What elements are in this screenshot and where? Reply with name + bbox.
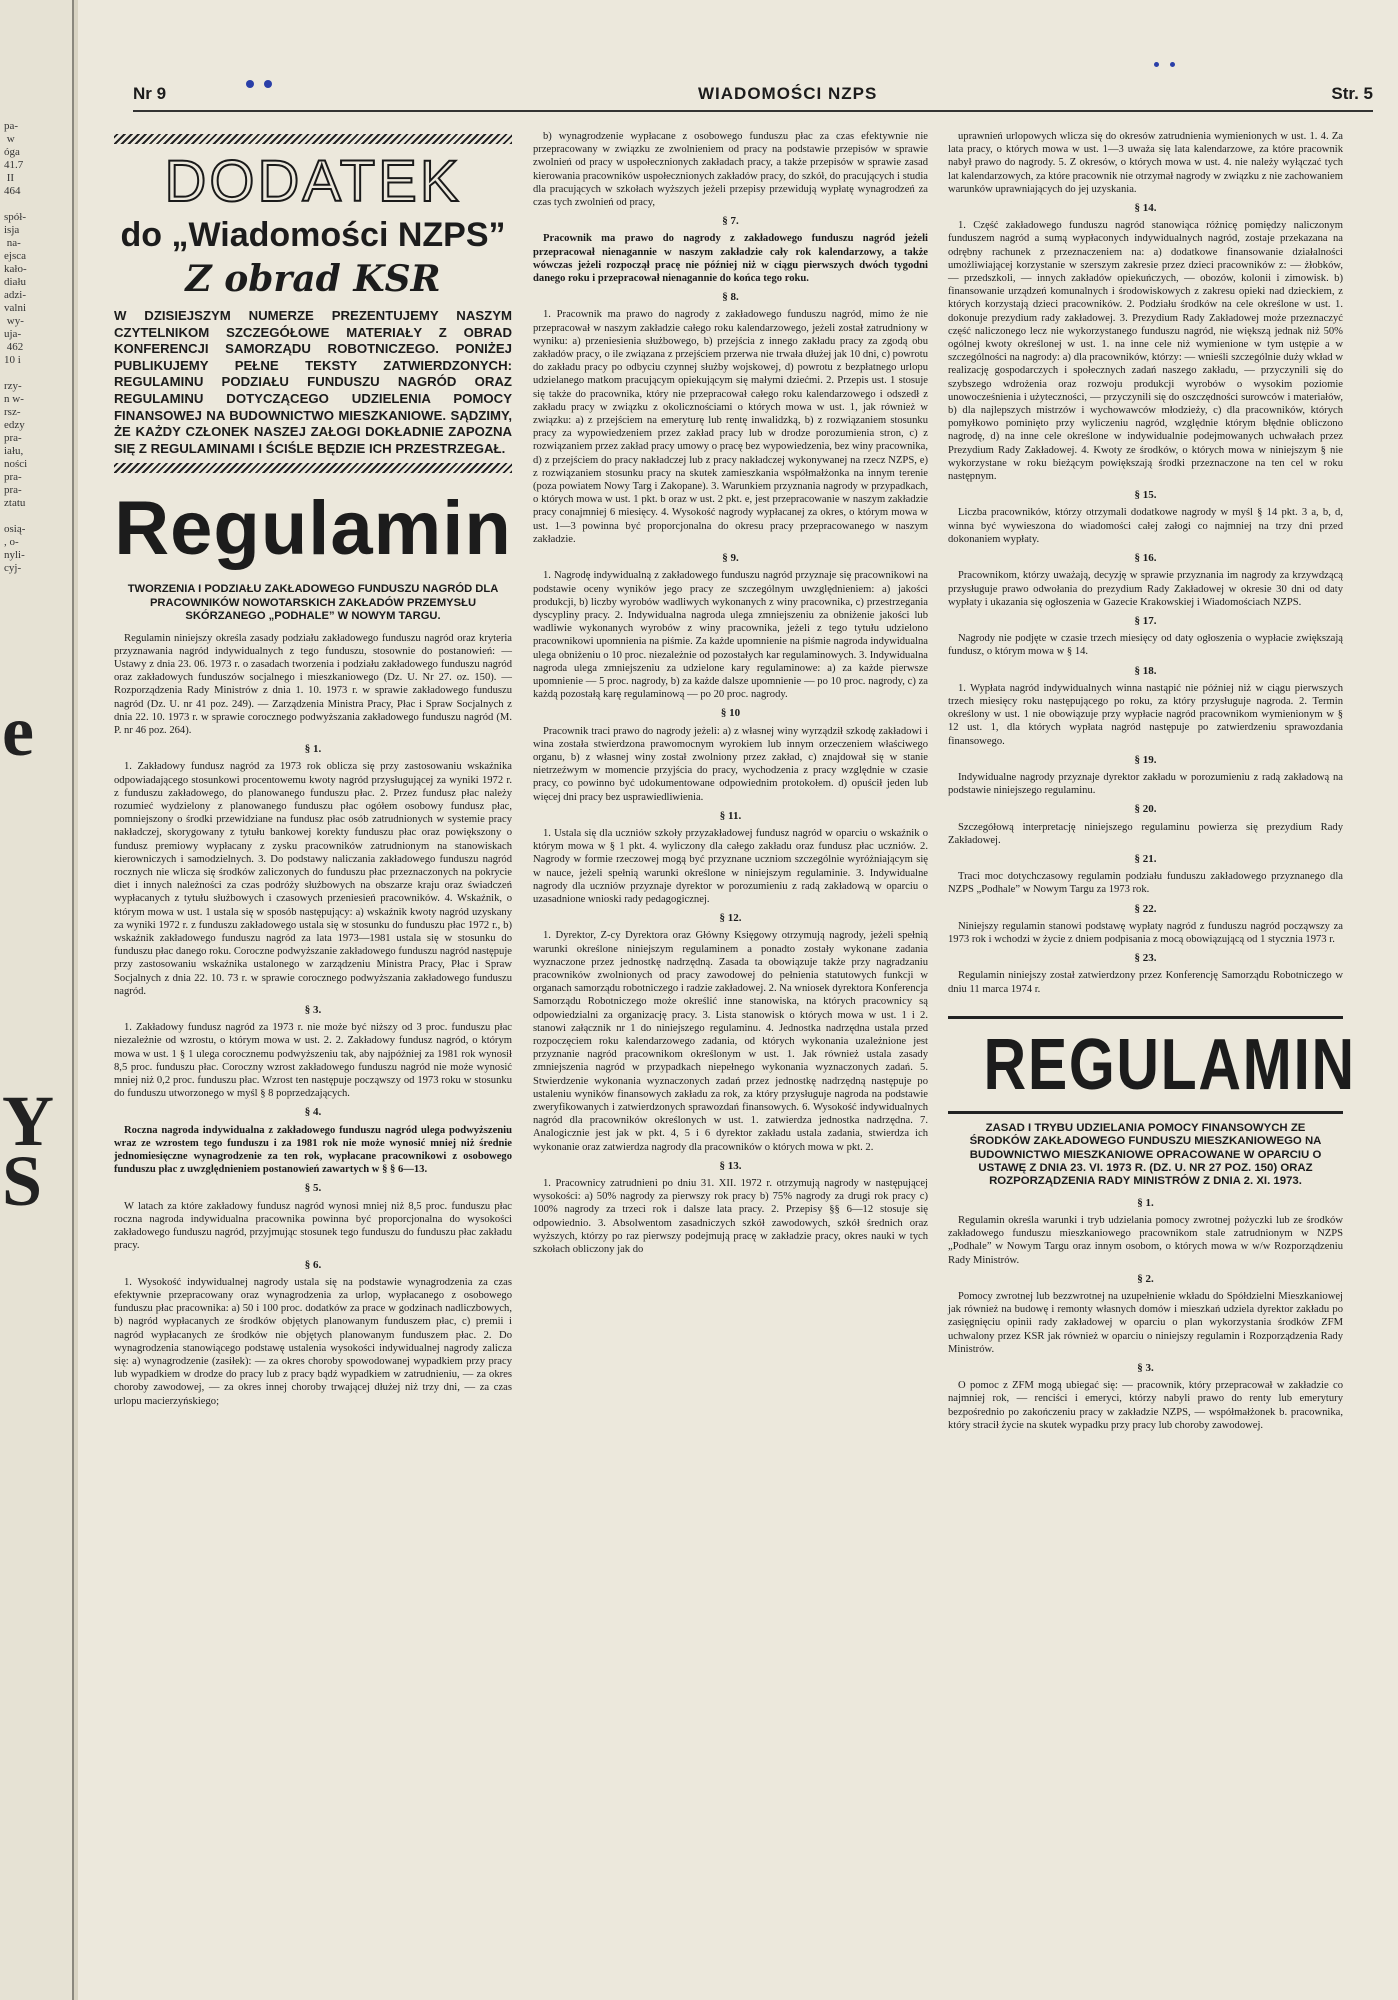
section-text: Regulamin określa warunki i tryb udzielania pomocy zwrotnej pożyczki lub ze środków zakładowego funduszu mieszkaniowego pracownikom stale zatrudnionym w NZPS „Podhale” w Nowym Targu oraz innym osobom, o których mowa w w/w Rozporządzeniu Rady Ministrów. (948, 1215, 1343, 1266)
section-number: § 9. (722, 552, 739, 565)
section-number: § 5. (304, 1182, 322, 1195)
regulamin-2-heading: REGULAMIN (983, 1024, 1356, 1105)
section-text: uprawnień urlopowych wlicza się do okresów zatrudnienia wymienionych w ust. 1. 4. Za lata pracy, o których mowa w ust. 1—3 uważa się lata kalendarzowe, za które pracownik nabył prawo do nagrody. 5. Z okresów, o których mowa w ust. 4. nie należy wyłączać tych lat kalendarzowych, za które pracownik nie otrzymał nagrody w związku z nie zachowaniem warunków uprawniających do jej uzyskania. (948, 131, 1343, 195)
issue-number: Nr 9 (133, 84, 167, 103)
section-number: § 1. (1137, 1196, 1154, 1209)
section-text: Niniejszy regulamin stanowi podstawę wypłaty nagród z funduszu nagród począwszy za 1973 rok i wchodzi w życie z dniem podpisania z mocą obowiązującą od 1 stycznia 1973 r. (948, 920, 1343, 945)
section-text: 1. Nagrodę indywidualną z zakładowego funduszu nagród przyznaje się pracownikowi na podstawie oceny wyników jego pracy ze szczególnym uwzględnieniem: a) jakości produkcji, b) liczby wyrobów wadliwych wykonanych z winy pracownika, c) przestrzegania dyscypliny pracy. 2. Indywidualna nagroda ulega zmniejszeniu za obniżenie jakości lub wadliwie wykonanych wyrobów z winy pracownika, jeżeli z tego tytułu udzielono pracownikowi upomnienia na piśmie. Za każde upomnienie na piśmie nagroda indywidualna ulega obniżeniu o 10 proc. niezależnie od pozostałych kar regulaminowych. 3. Indywidualna nagroda ulega zmniejszeniu za udzielone kary regulaminowe: a) za każde pierwsze upomnienie — 5 proc. nagrody, b) za każde dalsze upomnienie — po 10 proc. nagrody, c) za każdą pozostałą karę regulaminową — po 20 proc. nagrody. (533, 570, 928, 701)
section-number: § 3. (1137, 1362, 1154, 1375)
intro-paragraph: W DZISIEJSZYM NUMERZE PREZENTUJEMY NASZYM CZYTELNIKOM SZCZEGÓŁOWE MATERIAŁY Z OBRAD KONFERENCJI SAMORZĄDU ROBOTNICZEGO. PONIŻEJ PUBLIKUJEMY PEŁNE TEKSTY ZATWIERDZONYCH: REGULAMINU PODZIAŁU FUNDUSZU NAGRÓD ORAZ REGULAMINU DOTYCZĄCEGO UDZIELENIA POMOCY FINANSOWEJ NA BUDOWNICTWO MIESZKANIOWE. SĄDZIMY, ŻE KAŻDY CZŁONEK NASZEJ ZAŁOGI DOKŁADNIE ZAPOZNA SIĘ Z REGULAMINAMI I ŚCIŚLE BĘDZIE ICH PRZESTRZEGAŁ. (114, 308, 512, 456)
section-text: Roczna nagroda indywidualna z zakładowego funduszu nagród ulega podwyższeniu wraz ze wzrostem tego funduszu i za 1981 rok nie może wynosić mniej niż średnie jednomiesięczne wynagrodzenie za ten rok, wypłacane pracownikowi z osobowego funduszu płac z uwzględnieniem postanowień zawartych w § § 6—13. (114, 1124, 512, 1176)
section-number: § 20. (1134, 803, 1157, 816)
adjacent-page-text: pa- w óga 41.7 II 464 spół- isja na- ejsca kało- diału adzi- valni wy- uja- 462 10 i rzy- n w- rsz- edzy pra- iału, ności pra- pra- ztatu osią- , o- nyli- cyj- (4, 120, 28, 574)
section-text: O pomoc z ZFM mogą ubiegać się: — pracownik, który przepracował w zakładzie co najmniej rok, — renciści i emeryci, którzy nabyli prawo do renty lub emerytury bezpośrednio po zakończeniu pracy w zakładzie NZPS, — współmałżonek b. pracownika, który stracił życie na skutek wypadku przy pracy lub choroby zawodowej. (948, 1380, 1343, 1431)
section-text: Indywidualne nagrody przyznaje dyrektor zakładu w porozumieniu z radą zakładową na podstawie niniejszego regulaminu. (948, 771, 1343, 797)
regulamin-2-box (948, 1016, 1356, 1114)
ink-dot (1170, 62, 1175, 67)
section-text: Traci moc dotychczasowy regulamin podziału funduszu zakładowego przyznanego dla NZPS „Podhale” w Nowym Targu za 1973 rok. (948, 871, 1343, 896)
newspaper-page (78, 0, 1398, 2000)
section-number: § 17. (1134, 614, 1157, 627)
page-number: Str. 5 (1331, 84, 1373, 103)
section-text: 1. Wypłata nagród indywidualnych winna nastąpić nie później niż w ciągu pierwszych trzech miesięcy roku następującego po roku, za który przysługuje nagroda. 2. Termin określony w ust. 1 nie obowiązuje przy wypłacie nagród pracownikom wymienionym w § 12 ust. 1, dla których wypłata nagród następuje po zatwierdzeniu sprawozdania finansowego. (948, 682, 1343, 747)
section-number: § 15. (1134, 489, 1157, 502)
section-number: § 14. (1134, 202, 1157, 215)
regulamin-2-subtitle: ZASAD I TRYBU UDZIELANIA POMOCY FINANSOWYCH ZE ŚRODKÓW ZAKŁADOWEGO FUNDUSZU MIESZKANIOWEGO NA BUDOWNICTWO MIESZKANIOWE OPRACOWANE W OPARCIU O USTAWĘ Z DNIA 23. VI. 1973 R. (DZ. U. NR 27 POZ. 150) ORAZ ROZPORZĄDZENIA RADY MINISTRÓW Z DNIA 2. XI. 1973. (969, 1121, 1322, 1188)
adjacent-page-big-letter: S (2, 1141, 43, 1221)
section-text: Nagrody nie podjęte w czasie trzech miesięcy od daty ogłoszenia o wypłacie zwiększają fundusz, o którym mowa w § 14. (948, 633, 1343, 658)
section-text: 1. Pracownik ma prawo do nagrody z zakładowego funduszu nagród, mimo że nie przepracował w naszym zakładzie całego roku kalendarzowego, jeżeli został zatrudniony w wyniku: a) przeniesienia służbowego, b) przejścia z innego zakładu pracy za zgodą obu zakładów pracy, o ile związana z przejściem przerwa nie trwała dłużej jak 10 dni, c) powrotu do zakładu pracy po odbyciu czynnej służby wojskowej, d) powrotu z bezpłatnego urlopu udzielanego matkom pracującym opiekującym się małymi dziećmi. 2. Przepis ust. 1 stosuje się także do pracownika, który nie przepracował całego roku kalendarzowego i odszedł z zakładu pracy w związku z okolicznościami o których mowa w ust. 1, jak również w związku: a) z przejściem na emeryturę lub rentę inwalidzką, b) z rozwiązaniem stosunku pracy za wypowiedzeniem przez zakład pracy lub w drodze porozumienia stron, c) z rozwiązaniem przez zakład pracy umowy o pracę bez wypowiedzenia, bez winy pracownika, d) z przejściem do pracy nakładczej lub z pracy nakładczej wykonywanej na rzecz NZPS, e) z rozwiązaniem stosunku pracy na skutek zamieszkania współmałżonka na innym terenie (poza powiatem Nowy Targ i Zakopane). 3. Warunkiem przyznania nagrody w przypadkach, o których mowa w ust. 1 pkt. b oraz w ust. 2 pkt. e, jest przepracowanie w naszym zakładzie pracy conajmniej 6 miesięcy. 4. Wysokość nagrody wypłacanej za okres, o którym mowa w ust. 1—3 powinna być proporcjonalna do okresu pracy przepracowanego w naszym zakładzie. (533, 309, 928, 545)
page-header (133, 84, 1373, 112)
section-number: § 10 (720, 707, 741, 720)
ksr-heading: Z obrad KSR (185, 258, 441, 300)
section-number: § 1. (304, 743, 322, 756)
section-text: 1. Dyrektor, Z-cy Dyrektora oraz Główny Księgowy otrzymują nagrody, jeżeli spełnią warunki określone niniejszym regulaminem a ponadto zostały wykonane zadania wyznaczone przez jednostkę nadrzędną. Zasada ta obowiązuje także przy nagradzaniu pracowników zwolnionych od pracy zawodowej do pełnienia statutowych funkcji w organach samorządu robotniczego i radzie zakładowej. 2. Na wniosek dyrektora Konferencja Samorządu Robotniczego może określić inne stanowiska, na których pracownicy są odpowiedzialni za organizację pracy. 3. Lista stanowisk o których mowa w ust. 1 i 2. stanowi załącznik nr 1 do niniejszego regulaminu. 4. Jednostka nadrzędna ustala przed rozpoczęciem roku kalendarzowego zadania, od których wykonania uzależnione jest przyznanie nagród pracownikom określonym w ust. 1. Jak również ustala zasady zmniejszenia nagród w przypadkach niepełnego wykonania wyznaczonych zadań. 5. Stwierdzenie wykonania wyznaczonych zadań przez jednostkę nadrzędną następuje po ustaleniu wyników finansowych zakładu za rok, za który przysługuje nagroda na podstawie zweryfikowanych i zatwierdzonych sprawozdań finansowych. 6. Wysokość indywidualnych nagród dla pracowników określonych w ust. 1. zatwierdza jednostka nadrzędna. 7. Analogicznie jest jak w pkt. 4, 5 i 6 dyrektor zakładu ustala zadania, stwierdza ich wykonanie oraz zatwierdza nagrody dla pracowników o których mowa w pkt. 2. (533, 930, 928, 1153)
adjacent-page-fragment (0, 0, 74, 2000)
section-number: § 4. (304, 1106, 322, 1119)
section-number: § 2. (1137, 1272, 1154, 1285)
section-number: § 22. (1134, 902, 1157, 915)
section-text: b) wynagrodzenie wypłacane z osobowego funduszu płac za czas efektywnie nie przepracowany w związku ze zwolnieniem od pracy na podstawie przepisów w sprawie zwolnień od pracy w uspołecznionych zakładach pracy, a także przepisów w sprawie zasad kierowania pracowników uspołecznionych zakładów pracy, do szkół, do pracujących i studia dla pracujących w szkołach wyższych jeżeli przepisy przewidują wypłatę wynagrodzeń za czas tych zwolnień od pracy, (533, 131, 928, 209)
section-text: Regulamin niniejszy został zatwierdzony przez Konferencję Samorządu Robotniczego w dniu 11 marca 1974 r. (948, 970, 1343, 995)
section-number: § 18. (1134, 664, 1157, 677)
section-number: § 19. (1134, 753, 1157, 766)
column-3 (948, 130, 1356, 1437)
section-number: § 13. (719, 1159, 742, 1172)
section-number: § 6. (304, 1258, 322, 1271)
column-2 (533, 130, 928, 1261)
section-text: 1. Zakładowy fundusz nagród za 1973 rok oblicza się przy zastosowaniu wskaźnika odpowiadającego stosunkowi procentowemu kwoty nagród przysługującej za wyniki 1972 r. z funduszu zakładowego, do planowanego funduszu płac. 2. Przez fundusz płac należy rozumieć wydzielony z planowanego funduszu płac ogółem osobowy fundusz płac, pomniejszony o środki przewidziane na fundusz płac osób zatrudnionych w systemie pracy nakładczej, skorygowany z tytułu bankowej korekty funduszu płac oraz powiększony o fundusz premiowy wypłacany z zysku pracowników zatrudnionym na stanowiskach kierowniczych i samodzielnych. 3. Do podstawy naliczania zakładowego funduszu nagród rocznych nie wlicza się środków zaliczonych do funduszu płac przeznaczonych na pokrycie diet i innych należności za czas podróży służbowych na obszarze kraju oraz świadczeń wypłacanych z tytułu służbowych i czasowych przeniesień pracowników. 4. Wskaźnik, o którym mowa w ust. 1 ustala się w sposób następujący: a) wskaźnik kwoty nagród uzyskany za wyniki 1972 r. z funduszu zakładowego ustala się w stosunku do funduszu płac 1972 r., b) wskaźnik zakładowego funduszu nagród za lata 1973—1981 ustala się w stosunku do funduszu płac danego roku. Coroczne podwyższanie zakładowego funduszu nagród następuje przy zastosowaniu wskaźnika ustalonego w zarządzeniu Ministra Pracy, Płac i Spraw Socjalnych z dnia 22. 10. 73 r. w sprawie corocznego podwyższania zakładowego funduszu nagród. (114, 761, 512, 997)
section-text: Szczegółową interpretację niniejszego regulaminu powierza się prezydium Rady Zakładowej. (948, 821, 1343, 846)
section-number: § 11. (719, 809, 742, 822)
section-text: 1. Zakładowy fundusz nagród za 1973 r. nie może być niższy od 3 proc. funduszu płac niezależnie od wzrostu, o którym mowa w ust. 2. 2. Zakładowy fundusz nagród, o którym mowa w ust. 1 § 1 ulega corocznemu podwyższeniu tak, aby najpóźniej za 1981 rok wynosił 8,5 proc. funduszu płac. Coroczny wzrost zakładowego funduszu nagród nie może wynosić mniej niż 0,2 proc. funduszu płac. Wzrost ten następuje począwszy od 1973 roku w stosunku do funduszu utworzonego w myśl § 8 poprzedzających. (114, 1022, 512, 1100)
preamble: Regulamin niniejszy określa zasady podziału zakładowego funduszu nagród oraz kryteria przyznawania nagród indywidualnych z tego funduszu, stosownie do postanowień: — Ustawy z dnia 23. 06. 1973 r. o zasadach tworzenia i podziału zakładowego funduszu nagród oraz zakładowych funduszów socjalnego i mieszkaniowego (Dz. U. Nr 27. oz. 150). — Rozporządzenia Rady Ministrów z dnia 1. 10. 1973 r. w sprawie zakładowego funduszu nagród (Dz. U. nr 41 poz. 249). — Zarządzenia Ministra Pracy, Płac i Spraw Socjalnych z dnia 22. 10. 1973 r. w sprawie corocznego podwyższania zakładowego funduszu nagród (M. P. nr 46 poz. 264). (114, 632, 512, 736)
regulamin-heading: Regulamin (114, 486, 512, 572)
section-number: § 7. (722, 215, 739, 228)
section-number: § 16. (1134, 552, 1157, 565)
ink-dot (1154, 62, 1159, 67)
hatched-rule (114, 463, 512, 473)
hatched-rule (114, 134, 512, 144)
dodatek-heading: DODATEK (164, 149, 462, 214)
regulamin-subtitle: TWORZENIA I PODZIAŁU ZAKŁADOWEGO FUNDUSZU NAGRÓD DLA PRACOWNIKÓW NOWOTARSKICH ZAKŁADÓW PRZEMYSŁU SKÓRZANEGO „PODHALE” W NOWYM TARGU. (127, 583, 499, 623)
supplement-subheading: do „Wiadomości NZPS” (120, 216, 506, 254)
section-number: § 21. (1134, 852, 1157, 865)
section-text: W latach za które zakładowy fundusz nagród wynosi mniej niż 8,5 proc. funduszu płac roczna nagroda indywidualna pracownika powinna być proporcjonalna do wysokości zakładowego funduszu nagród, przyjmując stosunek tego funduszu do funduszu płac zakładu pracy. (114, 1200, 512, 1252)
section-text: Pracownik ma prawo do nagrody z zakładowego funduszu nagród jeżeli przepracował nienagannie w naszym zakładzie cały rok kalendarzowy, a także wówczas jeżeli rozpoczął pracę nie później niż w ciągu pierwszych dwóch tygodni danego roku i przepracował nienagannie do końca tego roku. (533, 233, 928, 285)
section-text: Liczba pracowników, którzy otrzymali dodatkowe nagrody w myśl § 14 pkt. 3 a, b, d, winna być wywieszona do wiadomości całej załogi co najmniej na trzy dni przed dokonaniem wypłaty. (948, 507, 1343, 545)
masthead-title: WIADOMOŚCI NZPS (698, 84, 878, 103)
section-text: Pracownik traci prawo do nagrody jeżeli: a) z własnej winy wyrządził szkodę zakładowi i wina została stwierdzona prawomocnym wyrokiem lub innym orzeczeniem właściwego organu, b) z własnej winy został zwolniony przez zakład, c) znajdował się w stanie nietrzeźwym w momencie przyjścia do pracy, wychodzenia z pracy względnie w czasie pracy, co powinno być udokumentowane odpowiednim protokołem. d) opuścił jeden lub więcej dni pracy bez usprawiedliwienia. (533, 725, 928, 803)
section-text: 1. Część zakładowego funduszu nagród stanowiąca różnicę pomiędzy naliczonym funduszem nagród a sumą wypłaconych indywidualnych nagród, zostaje przekazana na odrębny rachunek z przeznaczeniem na: a) dodatkowe finansowanie działalności umożliwiającej korzystanie w szerszym zakresie przez dzieci pracowników z: — żłobków, — przedszkoli, — innych zakładów opiekuńczych, — obozów, kolonii i zimowisk. b) finansowanie urządzeń komunalnych i środowiskowych z zakresu opieki nad dzieckiem, z których korzystają dzieci pracowników. 2. Podziału środków na cele określone w ust. 1. dokonuje prezydium rady zakładowej. 3. Prezydium Rady Zakładowej może przeznaczyć część naliczonego lecz nie wykorzystanego funduszu nagród, nie większą jednak niż 50% ogólnej kwoty określonej w ust. 1. na inne cele niż wymienione w tym ustępie a w szczególności na nagrody: a) dla pracowników, którzy: — wnieśli szczególnie duży wkład w realizację gospodarczych i społecznych zadań naszego zakładu, — przyczynili się do szybszego wdrożenia oraz rozwoju produkcji wyrobów o wysokim poziomie unowocześnienia i użyteczności, — przyczynili się do oszczędności surowców i materiałów, b) dla najlepszych mistrzów i wychowawców młodzieży, c) dla pracowników, których pomyłkowo pominięto przy wyliczeniu nagród, względnie którym błędnie obliczono nagrodę, d) na inne cele określone w indywidualnie podejmowanych uchwałach przez Prezydium Rady Zakładowej. 4. Kwoty ze środków, o których mowa w niniejszym § nie wykorzystane w roku bieżącym powiększają środki przeznaczone na ten cel w roku następnym. (948, 220, 1343, 483)
adjacent-page-big-letter: Y (2, 1081, 54, 1161)
section-text: 1. Pracownicy zatrudnieni po dniu 31. XII. 1972 r. otrzymują nagrody w następującej wysokości: a) 50% nagrody za pierwszy rok pracy b) 75% nagrody za drugi rok pracy c) 100% nagrody za trzeci rok i dalsze lata pracy. 2. Przepisy §§ 6—12 stosuje się odpowiednio. 3. Absolwentom zasadniczych szkół zawodowych, szkół średnich oraz wyższych, którzy po raz pierwszy podejmują pracę w zakładzie pracy, okres nauki w tych szkołach obliczony jak do (533, 1178, 928, 1256)
section-text: 1. Ustala się dla uczniów szkoły przyzakładowej fundusz nagród w oparciu o wskaźnik o którym mowa w § 1 pkt. 4. wyliczony dla całego zakładu oraz fundusz płac uczniów. 2. Nagrody w formie rzeczowej mogą być przyznane uczniom szczególnie wyróżniającym się w nauce, jeżeli spełnią warunki określone w niniejszym regulaminie. 3. Indywidualne nagrody dla uczniów przyznaje dyrektor w porozumieniu z radą zakładową w oparciu o uzasadnione wnioski rady pedagogicznej. (533, 827, 928, 905)
section-number: § 8. (722, 291, 739, 304)
section-number: § 23. (1134, 952, 1157, 965)
column-1 (114, 130, 512, 1413)
section-number: § 12. (719, 912, 742, 925)
section-text: 1. Wysokość indywidualnej nagrody ustala się na podstawie wynagrodzenia za czas efektywnie przepracowany oraz wynagrodzenia za urlop, wypłacanego z osobowego funduszu płac pracownika: a) 50 i 100 proc. dodatków za prace w godzinach nadliczbowych, b) nagród wypłacanych ze środków objętych planowanym funduszem płac, c) premii i nagród wypłacanych ze środków nie objętych planowanym funduszem płac. 2. Do wynagrodzenia stanowiącego podstawę ustalenia wysokości indywidualnej nagrody zalicza się: a) wynagrodzenie (zasiłek): — za okres choroby spowodowanej wypadkiem przy pracy lub wypadkiem w drodze do pracy lub z pracy bądź wypadkiem w zatrudnieniu, — za okres choroby zawodowej, — za okres innej choroby trwającej dłużej niż trzy dni, — za czas urlopu macierzyńskiego; (114, 1276, 512, 1407)
section-text: Pomocy zwrotnej lub bezzwrotnej na uzupełnienie wkładu do Spółdzielni Mieszkaniowej jak również na budowę i remonty własnych domów i mieszkań udziela dyrektor zakładu po zasięgnięciu opinii rady zakładowej w oparciu o plan wykorzystania środków ZFM uchwalony przez KSR jak również w oparciu o niniejszy regulamin i Rozporządzenia Rady Ministrów. (948, 1291, 1343, 1355)
adjacent-page-big-letter: e (2, 691, 34, 771)
section-text: Pracownikom, którzy uważają, decyzję w sprawie przyznania im nagrody za krzywdzącą przysługuje prawo odwołania do prezydium Rady Zakładowej w okresie 30 dni od daty wypłaty i ukazania się ogłoszenia w Gazecie Krakowskiej i Wiadomościach NZPS. (948, 570, 1343, 608)
section-number: § 3. (304, 1004, 322, 1017)
